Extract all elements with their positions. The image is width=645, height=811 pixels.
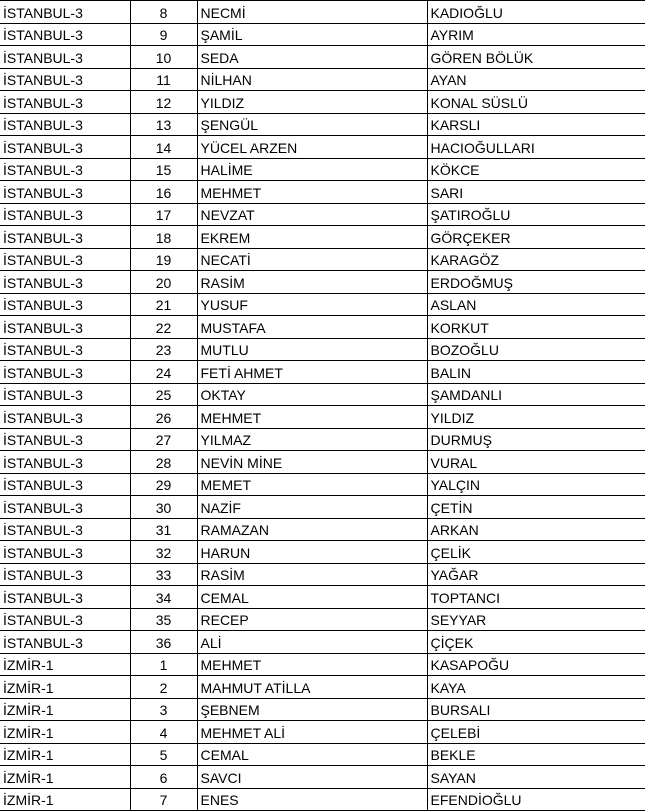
district-cell: İSTANBUL-3 [0, 383, 130, 406]
list-number-cell: 3 [130, 698, 197, 721]
first-name-cell: MEHMET [197, 406, 427, 429]
first-name-cell: EKREM [197, 226, 427, 249]
first-name-cell: MAHMUT ATİLLA [197, 676, 427, 699]
district-cell: İSTANBUL-3 [0, 248, 130, 271]
list-number-cell: 5 [130, 743, 197, 766]
table-row [0, 766, 645, 789]
surname-cell: AYAN [427, 68, 645, 91]
list-number-cell: 9 [130, 23, 197, 46]
list-number-cell: 4 [130, 721, 197, 744]
list-number-cell: 36 [130, 631, 197, 654]
district-cell: İZMİR-1 [0, 788, 130, 811]
surname-cell: YILDIZ [427, 406, 645, 429]
table-row [0, 563, 645, 586]
first-name-cell: FETİ AHMET [197, 361, 427, 384]
surname-cell: ÇİÇEK [427, 631, 645, 654]
table-row [0, 541, 645, 564]
table-row [0, 788, 645, 811]
first-name-cell: ALİ [197, 631, 427, 654]
list-number-cell: 17 [130, 203, 197, 226]
table-row [0, 496, 645, 519]
table-row [0, 518, 645, 541]
surname-cell: KORKUT [427, 316, 645, 339]
list-number-cell: 12 [130, 91, 197, 114]
surname-cell: KARSLI [427, 113, 645, 136]
list-number-cell: 23 [130, 338, 197, 361]
first-name-cell: NECATİ [197, 248, 427, 271]
district-cell: İZMİR-1 [0, 721, 130, 744]
table-row [0, 406, 645, 429]
first-name-cell: MEMET [197, 473, 427, 496]
candidate-table-body [0, 1, 645, 811]
district-cell: İSTANBUL-3 [0, 181, 130, 204]
list-number-cell: 16 [130, 181, 197, 204]
table-row [0, 698, 645, 721]
table-row [0, 68, 645, 91]
district-cell: İSTANBUL-3 [0, 451, 130, 474]
table-row [0, 586, 645, 609]
surname-cell: YAĞAR [427, 563, 645, 586]
table-row [0, 158, 645, 181]
district-cell: İSTANBUL-3 [0, 406, 130, 429]
district-cell: İZMİR-1 [0, 766, 130, 789]
district-cell: İSTANBUL-3 [0, 158, 130, 181]
table-row [0, 136, 645, 159]
first-name-cell: CEMAL [197, 586, 427, 609]
first-name-cell: YILDIZ [197, 91, 427, 114]
district-cell: İZMİR-1 [0, 698, 130, 721]
surname-cell: KASAPOĞU [427, 653, 645, 676]
district-cell: İSTANBUL-3 [0, 91, 130, 114]
list-number-cell: 35 [130, 608, 197, 631]
surname-cell: AYRIM [427, 23, 645, 46]
surname-cell: ŞATIROĞLU [427, 203, 645, 226]
surname-cell: ÇETİN [427, 496, 645, 519]
table-row [0, 721, 645, 744]
first-name-cell: MEHMET [197, 653, 427, 676]
table-row [0, 743, 645, 766]
list-number-cell: 2 [130, 676, 197, 699]
table-row [0, 248, 645, 271]
table-row [0, 608, 645, 631]
list-number-cell: 27 [130, 428, 197, 451]
list-number-cell: 1 [130, 653, 197, 676]
list-number-cell: 19 [130, 248, 197, 271]
first-name-cell: ŞENGÜL [197, 113, 427, 136]
first-name-cell: YUSUF [197, 293, 427, 316]
surname-cell: YALÇIN [427, 473, 645, 496]
surname-cell: BURSALI [427, 698, 645, 721]
list-number-cell: 20 [130, 271, 197, 294]
district-cell: İSTANBUL-3 [0, 136, 130, 159]
surname-cell: SEYYAR [427, 608, 645, 631]
first-name-cell: NEVİN MİNE [197, 451, 427, 474]
surname-cell: VURAL [427, 451, 645, 474]
table-row [0, 91, 645, 114]
surname-cell: TOPTANCI [427, 586, 645, 609]
table-row [0, 451, 645, 474]
first-name-cell: MUTLU [197, 338, 427, 361]
table-row [0, 316, 645, 339]
first-name-cell: RASİM [197, 563, 427, 586]
district-cell: İSTANBUL-3 [0, 1, 130, 24]
table-row [0, 361, 645, 384]
table-row [0, 653, 645, 676]
first-name-cell: RECEP [197, 608, 427, 631]
table-row [0, 1, 645, 24]
first-name-cell: RAMAZAN [197, 518, 427, 541]
list-number-cell: 29 [130, 473, 197, 496]
surname-cell: KADIOĞLU [427, 1, 645, 24]
list-number-cell: 28 [130, 451, 197, 474]
surname-cell: ERDOĞMUŞ [427, 271, 645, 294]
district-cell: İSTANBUL-3 [0, 631, 130, 654]
list-number-cell: 22 [130, 316, 197, 339]
first-name-cell: OKTAY [197, 383, 427, 406]
list-number-cell: 32 [130, 541, 197, 564]
district-cell: İSTANBUL-3 [0, 271, 130, 294]
district-cell: İSTANBUL-3 [0, 473, 130, 496]
district-cell: İSTANBUL-3 [0, 608, 130, 631]
table-row [0, 293, 645, 316]
first-name-cell: MEHMET [197, 181, 427, 204]
district-cell: İSTANBUL-3 [0, 496, 130, 519]
first-name-cell: HALİME [197, 158, 427, 181]
district-cell: İSTANBUL-3 [0, 361, 130, 384]
district-cell: İSTANBUL-3 [0, 586, 130, 609]
district-cell: İSTANBUL-3 [0, 563, 130, 586]
district-cell: İSTANBUL-3 [0, 338, 130, 361]
list-number-cell: 25 [130, 383, 197, 406]
first-name-cell: YÜCEL ARZEN [197, 136, 427, 159]
surname-cell: KAYA [427, 676, 645, 699]
surname-cell: ÇELEBİ [427, 721, 645, 744]
surname-cell: EFENDİOĞLU [427, 788, 645, 811]
list-number-cell: 14 [130, 136, 197, 159]
surname-cell: BEKLE [427, 743, 645, 766]
list-number-cell: 8 [130, 1, 197, 24]
surname-cell: KÖKCE [427, 158, 645, 181]
table-row [0, 631, 645, 654]
list-number-cell: 30 [130, 496, 197, 519]
first-name-cell: NİLHAN [197, 68, 427, 91]
table-row [0, 203, 645, 226]
table-row [0, 428, 645, 451]
table-row [0, 473, 645, 496]
list-number-cell: 31 [130, 518, 197, 541]
surname-cell: ŞAMDANLI [427, 383, 645, 406]
district-cell: İSTANBUL-3 [0, 23, 130, 46]
list-number-cell: 26 [130, 406, 197, 429]
first-name-cell: MUSTAFA [197, 316, 427, 339]
surname-cell: KARAGÖZ [427, 248, 645, 271]
table-row [0, 676, 645, 699]
list-number-cell: 10 [130, 46, 197, 69]
district-cell: İSTANBUL-3 [0, 226, 130, 249]
first-name-cell: CEMAL [197, 743, 427, 766]
district-cell: İZMİR-1 [0, 653, 130, 676]
first-name-cell: ŞEBNEM [197, 698, 427, 721]
first-name-cell: NEVZAT [197, 203, 427, 226]
table-row [0, 383, 645, 406]
surname-cell: GÖRÇEKER [427, 226, 645, 249]
district-cell: İSTANBUL-3 [0, 428, 130, 451]
district-cell: İSTANBUL-3 [0, 518, 130, 541]
table-row [0, 46, 645, 69]
list-number-cell: 6 [130, 766, 197, 789]
surname-cell: BALIN [427, 361, 645, 384]
first-name-cell: SAVCI [197, 766, 427, 789]
table-row [0, 113, 645, 136]
district-cell: İSTANBUL-3 [0, 68, 130, 91]
district-cell: İSTANBUL-3 [0, 46, 130, 69]
district-cell: İSTANBUL-3 [0, 541, 130, 564]
list-number-cell: 24 [130, 361, 197, 384]
list-number-cell: 21 [130, 293, 197, 316]
surname-cell: GÖREN BÖLÜK [427, 46, 645, 69]
list-number-cell: 33 [130, 563, 197, 586]
surname-cell: BOZOĞLU [427, 338, 645, 361]
list-number-cell: 11 [130, 68, 197, 91]
list-number-cell: 13 [130, 113, 197, 136]
surname-cell: SARI [427, 181, 645, 204]
first-name-cell: RASİM [197, 271, 427, 294]
first-name-cell: YILMAZ [197, 428, 427, 451]
surname-cell: ARKAN [427, 518, 645, 541]
list-number-cell: 34 [130, 586, 197, 609]
table-row [0, 271, 645, 294]
table-row [0, 23, 645, 46]
first-name-cell: NECMİ [197, 1, 427, 24]
district-cell: İSTANBUL-3 [0, 293, 130, 316]
district-cell: İSTANBUL-3 [0, 113, 130, 136]
table-row [0, 338, 645, 361]
list-number-cell: 18 [130, 226, 197, 249]
surname-cell: ASLAN [427, 293, 645, 316]
surname-cell: DURMUŞ [427, 428, 645, 451]
first-name-cell: ŞAMİL [197, 23, 427, 46]
first-name-cell: SEDA [197, 46, 427, 69]
district-cell: İSTANBUL-3 [0, 316, 130, 339]
first-name-cell: ENES [197, 788, 427, 811]
district-cell: İZMİR-1 [0, 676, 130, 699]
district-cell: İZMİR-1 [0, 743, 130, 766]
surname-cell: HACIOĞULLARI [427, 136, 645, 159]
table-row [0, 181, 645, 204]
surname-cell: ÇELİK [427, 541, 645, 564]
district-cell: İSTANBUL-3 [0, 203, 130, 226]
surname-cell: SAYAN [427, 766, 645, 789]
surname-cell: KONAL SÜSLÜ [427, 91, 645, 114]
first-name-cell: NAZİF [197, 496, 427, 519]
table-row [0, 226, 645, 249]
first-name-cell: MEHMET ALİ [197, 721, 427, 744]
list-number-cell: 15 [130, 158, 197, 181]
list-number-cell: 7 [130, 788, 197, 811]
first-name-cell: HARUN [197, 541, 427, 564]
